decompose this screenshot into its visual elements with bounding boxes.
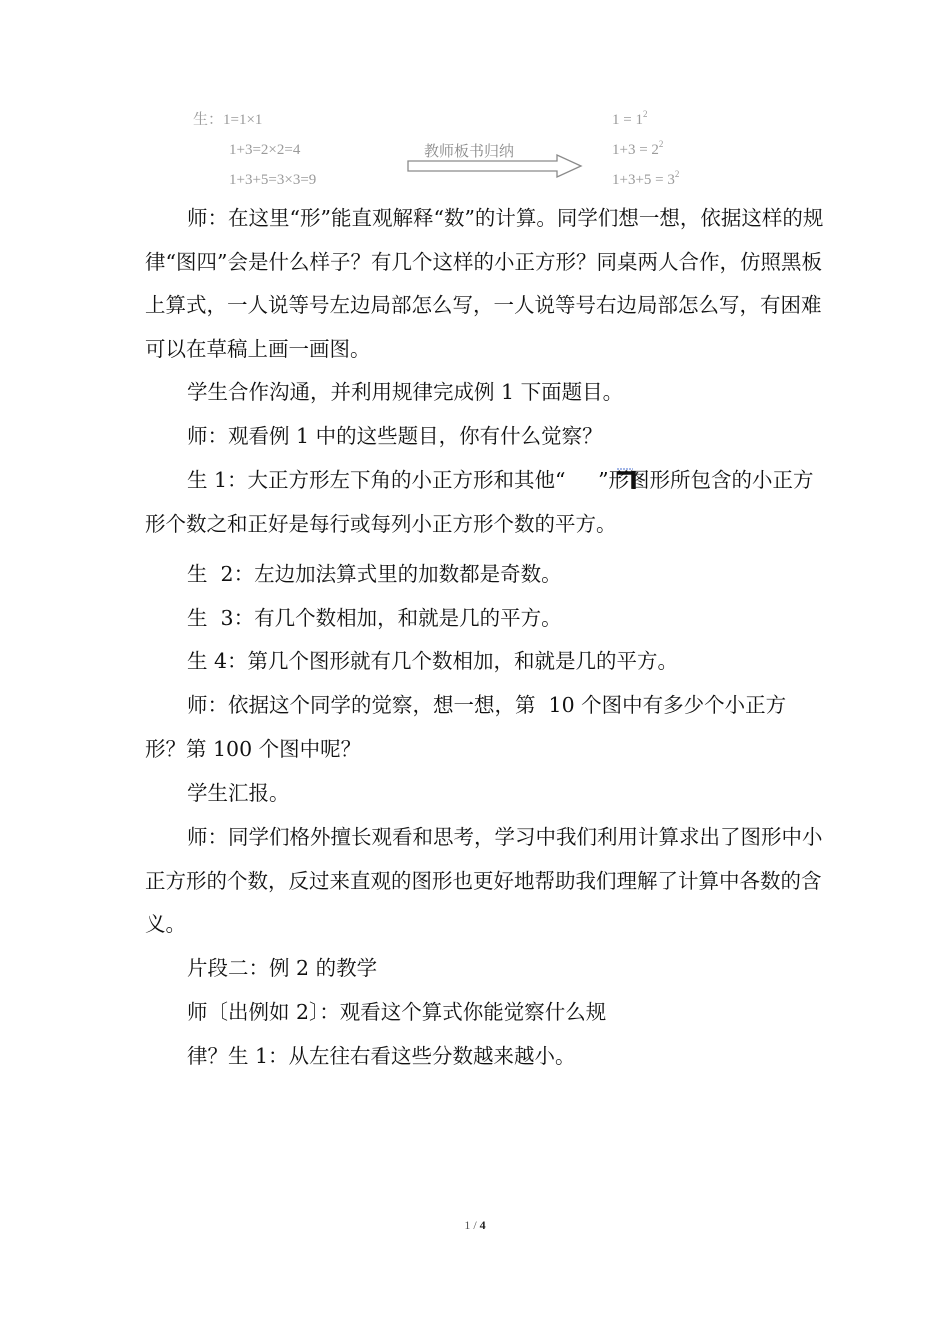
left-line-3: 1+3+5=3×3=9 xyxy=(229,172,317,188)
right-line-1: $1 = 1^2$ xyxy=(612,109,648,128)
paragraph-student-3: 生 3：有几个数相加，和就是几的平方。 xyxy=(187,606,562,630)
arrow-label: 教师板书归纳 xyxy=(424,144,515,160)
left-line-2: 1+3=2×2=4 xyxy=(229,142,301,158)
paragraph-student-1: 生 1：大正方形左下角的小正方形和其他“ ”形图形所包含的小正方形个数之和正好是每行或每列小正方形个数的平方。 xyxy=(145,459,825,546)
corner-shape-icon xyxy=(572,462,598,484)
paragraph-students-cooperate: 学生合作沟通，并利用规律完成例 1 下面题目。 xyxy=(187,380,624,404)
right-line-3: $1+3+5 = 3^2$ xyxy=(612,169,680,188)
paragraph-teacher-question: 师：观看例 1 中的这些题目，你有什么觉察？ xyxy=(187,424,603,448)
paragraph-teacher-summary: 师：同学们格外擅长观看和思考，学习中我们利用计算求出了图形中小正方形的个数，反过来直观的图形也更好地帮助我们理解了计算中各数的含义。 xyxy=(145,825,823,936)
paragraph-teacher-example-2: 师〔出例如 2〕：观看这个算式你能觉察什么规 xyxy=(187,1000,607,1024)
paragraph-teacher-followup: 师：依据这个同学的觉察，想一想，第 10 个图中有多少个小正方形？第 100 个图中呢？ xyxy=(145,693,787,761)
board-figure xyxy=(0,0,950,200)
right-arrow-icon xyxy=(407,154,583,178)
paragraph-student-4: 生 4：第几个图形就有几个数相加，和就是几的平方。 xyxy=(187,649,679,673)
left-line-1: 生：1=1×1 xyxy=(193,112,263,128)
paragraph-student-2: 生 2：左边加法算式里的加数都是奇数。 xyxy=(187,562,562,586)
paragraph-student-report: 学生汇报。 xyxy=(187,781,290,805)
right-line-2: $1+3 = 2^2$ xyxy=(612,139,664,158)
paragraph-student-1-example-2: 律？生 1：从左往右看这些分数越来越小。 xyxy=(187,1044,576,1068)
section-heading-segment-2: 片段二：例 2 的教学 xyxy=(187,956,378,980)
page-number: 1 / 4 xyxy=(464,1218,486,1232)
paragraph-teacher-explain: 师：在这里“形”能直观解释“数”的计算。同学们想一想，依据这样的规律“图四”会是什么样子？有几个这样的小正方形？同桌两人合作，仿照黑板上算式，一人说等号左边局部怎么写，一人说等号右边局部怎么写，有困难可以在草稿上画一画图。 xyxy=(145,206,824,361)
